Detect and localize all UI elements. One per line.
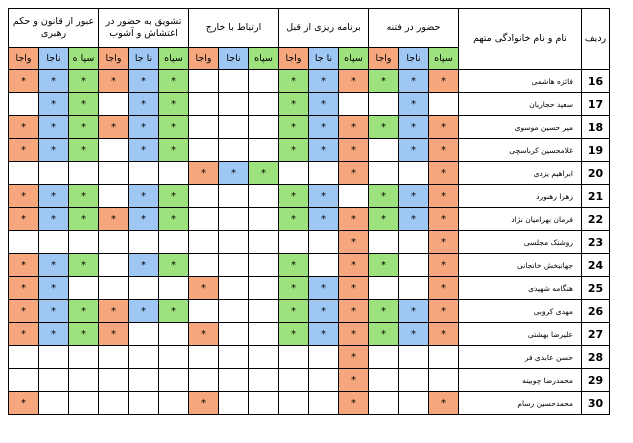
empty-cell xyxy=(129,162,159,185)
empty-cell xyxy=(429,369,459,392)
marked-cell: * xyxy=(399,300,429,323)
marked-cell: * xyxy=(129,116,159,139)
suspects-table-sheet xyxy=(8,8,610,415)
empty-cell xyxy=(249,70,279,93)
row-number: 23 xyxy=(582,231,610,254)
sub-sepah-2: سپاه xyxy=(339,48,369,70)
suspect-name: محمدرضا چوبینه xyxy=(459,369,582,392)
empty-cell xyxy=(39,392,69,415)
marked-cell: * xyxy=(429,70,459,93)
empty-cell xyxy=(69,392,99,415)
suspect-name: هنگامه شهیدی xyxy=(459,277,582,300)
header-group-presence: حضور در فتنه xyxy=(369,9,459,48)
marked-cell: * xyxy=(279,93,309,116)
row-number: 25 xyxy=(582,277,610,300)
marked-cell: * xyxy=(279,208,309,231)
marked-cell: * xyxy=(309,93,339,116)
sub-vaja-2: واجا xyxy=(279,48,309,70)
marked-cell: * xyxy=(429,185,459,208)
suspect-name: فائزه هاشمی xyxy=(459,70,582,93)
marked-cell: * xyxy=(309,70,339,93)
suspect-name: زهرا رهنورد xyxy=(459,185,582,208)
marked-cell: * xyxy=(339,300,369,323)
marked-cell: * xyxy=(429,162,459,185)
marked-cell: * xyxy=(69,116,99,139)
marked-cell: * xyxy=(159,300,189,323)
empty-cell xyxy=(159,277,189,300)
marked-cell: * xyxy=(9,185,39,208)
empty-cell xyxy=(9,93,39,116)
marked-cell: * xyxy=(279,277,309,300)
marked-cell: * xyxy=(129,185,159,208)
empty-cell xyxy=(309,254,339,277)
empty-cell xyxy=(69,162,99,185)
marked-cell: * xyxy=(189,392,219,415)
empty-cell xyxy=(279,346,309,369)
empty-cell xyxy=(249,277,279,300)
marked-cell: * xyxy=(429,300,459,323)
empty-cell xyxy=(249,93,279,116)
marked-cell: * xyxy=(309,277,339,300)
marked-cell: * xyxy=(309,323,339,346)
empty-cell xyxy=(309,392,339,415)
marked-cell: * xyxy=(369,185,399,208)
sub-naja-5: ناجا xyxy=(39,48,69,70)
table-row xyxy=(9,346,610,369)
marked-cell: * xyxy=(399,185,429,208)
marked-cell: * xyxy=(159,93,189,116)
sub-sepah-3: سپاه xyxy=(249,48,279,70)
header-name: نام و نام خانوادگی متهم xyxy=(459,9,582,70)
marked-cell: * xyxy=(39,323,69,346)
marked-cell: * xyxy=(429,208,459,231)
empty-cell xyxy=(279,231,309,254)
empty-cell xyxy=(399,277,429,300)
marked-cell: * xyxy=(9,323,39,346)
marked-cell: * xyxy=(279,300,309,323)
empty-cell xyxy=(369,346,399,369)
empty-cell xyxy=(189,231,219,254)
empty-cell xyxy=(99,162,129,185)
empty-cell xyxy=(189,70,219,93)
marked-cell: * xyxy=(129,70,159,93)
header-radif: ردیف xyxy=(582,9,610,70)
empty-cell xyxy=(129,392,159,415)
table-row xyxy=(9,70,610,93)
empty-cell xyxy=(129,346,159,369)
marked-cell: * xyxy=(279,70,309,93)
table-row xyxy=(9,162,610,185)
marked-cell: * xyxy=(399,323,429,346)
marked-cell: * xyxy=(159,116,189,139)
marked-cell: * xyxy=(9,208,39,231)
empty-cell xyxy=(219,185,249,208)
empty-cell xyxy=(339,93,369,116)
table-row xyxy=(9,208,610,231)
empty-cell xyxy=(309,369,339,392)
marked-cell: * xyxy=(309,208,339,231)
marked-cell: * xyxy=(99,116,129,139)
row-number: 29 xyxy=(582,369,610,392)
suspect-name: جهانبخش خانجانی xyxy=(459,254,582,277)
empty-cell xyxy=(249,300,279,323)
empty-cell xyxy=(399,254,429,277)
marked-cell: * xyxy=(99,208,129,231)
empty-cell xyxy=(9,369,39,392)
empty-cell xyxy=(99,254,129,277)
empty-cell xyxy=(249,185,279,208)
empty-cell xyxy=(99,185,129,208)
table-row xyxy=(9,323,610,346)
sub-naja-4: نا جا xyxy=(129,48,159,70)
empty-cell xyxy=(189,185,219,208)
marked-cell: * xyxy=(429,231,459,254)
empty-cell xyxy=(219,392,249,415)
marked-cell: * xyxy=(339,116,369,139)
table-row xyxy=(9,116,610,139)
table-row xyxy=(9,392,610,415)
marked-cell: * xyxy=(69,300,99,323)
table-row xyxy=(9,231,610,254)
marked-cell: * xyxy=(339,139,369,162)
empty-cell xyxy=(39,231,69,254)
empty-cell xyxy=(399,346,429,369)
empty-cell xyxy=(249,323,279,346)
empty-cell xyxy=(339,185,369,208)
marked-cell: * xyxy=(429,116,459,139)
empty-cell xyxy=(369,392,399,415)
marked-cell: * xyxy=(9,392,39,415)
marked-cell: * xyxy=(339,323,369,346)
marked-cell: * xyxy=(9,70,39,93)
marked-cell: * xyxy=(369,323,399,346)
marked-cell: * xyxy=(39,116,69,139)
empty-cell xyxy=(69,231,99,254)
suspect-name: محمدحسین رسام xyxy=(459,392,582,415)
marked-cell: * xyxy=(39,185,69,208)
empty-cell xyxy=(249,139,279,162)
marked-cell: * xyxy=(159,254,189,277)
marked-cell: * xyxy=(159,208,189,231)
header-group-law-violation: عبور از قانون و حکم رهبری xyxy=(9,9,99,48)
empty-cell xyxy=(219,208,249,231)
empty-cell xyxy=(219,231,249,254)
empty-cell xyxy=(159,323,189,346)
header-group-incitement: تشویق به حضور در اغتشاش و آشوب xyxy=(99,9,189,48)
row-number: 30 xyxy=(582,392,610,415)
empty-cell xyxy=(279,369,309,392)
empty-cell xyxy=(219,116,249,139)
empty-cell xyxy=(219,139,249,162)
marked-cell: * xyxy=(69,70,99,93)
empty-cell xyxy=(219,300,249,323)
row-number: 18 xyxy=(582,116,610,139)
marked-cell: * xyxy=(339,277,369,300)
marked-cell: * xyxy=(159,70,189,93)
empty-cell xyxy=(219,323,249,346)
empty-cell xyxy=(279,162,309,185)
marked-cell: * xyxy=(69,254,99,277)
marked-cell: * xyxy=(309,116,339,139)
empty-cell xyxy=(369,277,399,300)
row-number: 22 xyxy=(582,208,610,231)
empty-cell xyxy=(369,139,399,162)
table-row xyxy=(9,254,610,277)
marked-cell: * xyxy=(9,139,39,162)
marked-cell: * xyxy=(189,277,219,300)
marked-cell: * xyxy=(39,70,69,93)
marked-cell: * xyxy=(39,300,69,323)
empty-cell xyxy=(369,231,399,254)
marked-cell: * xyxy=(99,70,129,93)
marked-cell: * xyxy=(429,392,459,415)
marked-cell: * xyxy=(339,208,369,231)
marked-cell: * xyxy=(399,70,429,93)
empty-cell xyxy=(399,231,429,254)
marked-cell: * xyxy=(9,116,39,139)
marked-cell: * xyxy=(39,254,69,277)
sub-sepah-1: سپاه xyxy=(429,48,459,70)
marked-cell: * xyxy=(369,300,399,323)
empty-cell xyxy=(249,116,279,139)
marked-cell: * xyxy=(39,208,69,231)
marked-cell: * xyxy=(369,208,399,231)
marked-cell: * xyxy=(309,139,339,162)
row-number: 17 xyxy=(582,93,610,116)
marked-cell: * xyxy=(399,116,429,139)
empty-cell xyxy=(99,93,129,116)
suspect-name: میر حسین موسوی xyxy=(459,116,582,139)
table-row xyxy=(9,93,610,116)
suspects-table xyxy=(8,8,610,415)
marked-cell: * xyxy=(399,139,429,162)
marked-cell: * xyxy=(339,231,369,254)
empty-cell xyxy=(249,346,279,369)
marked-cell: * xyxy=(339,369,369,392)
marked-cell: * xyxy=(249,162,279,185)
empty-cell xyxy=(399,162,429,185)
empty-cell xyxy=(129,277,159,300)
empty-cell xyxy=(189,346,219,369)
marked-cell: * xyxy=(159,185,189,208)
marked-cell: * xyxy=(369,116,399,139)
empty-cell xyxy=(369,369,399,392)
marked-cell: * xyxy=(129,93,159,116)
sub-naja-1: ناجا xyxy=(399,48,429,70)
empty-cell xyxy=(159,346,189,369)
marked-cell: * xyxy=(9,300,39,323)
marked-cell: * xyxy=(339,70,369,93)
marked-cell: * xyxy=(129,254,159,277)
sub-naja-3: ناجا xyxy=(219,48,249,70)
sub-vaja-5: واجا xyxy=(9,48,39,70)
empty-cell xyxy=(219,254,249,277)
marked-cell: * xyxy=(129,300,159,323)
marked-cell: * xyxy=(279,254,309,277)
empty-cell xyxy=(39,162,69,185)
row-number: 26 xyxy=(582,300,610,323)
row-number: 28 xyxy=(582,346,610,369)
marked-cell: * xyxy=(69,323,99,346)
empty-cell xyxy=(159,392,189,415)
empty-cell xyxy=(189,116,219,139)
table-row xyxy=(9,185,610,208)
empty-cell xyxy=(69,277,99,300)
suspect-name: علیرضا بهشتی xyxy=(459,323,582,346)
sub-sepah-4: سپاه xyxy=(159,48,189,70)
empty-cell xyxy=(369,162,399,185)
row-number: 27 xyxy=(582,323,610,346)
marked-cell: * xyxy=(429,254,459,277)
marked-cell: * xyxy=(339,392,369,415)
row-number: 19 xyxy=(582,139,610,162)
empty-cell xyxy=(189,208,219,231)
empty-cell xyxy=(129,231,159,254)
marked-cell: * xyxy=(279,185,309,208)
empty-cell xyxy=(249,254,279,277)
marked-cell: * xyxy=(69,139,99,162)
table-body xyxy=(9,70,610,415)
marked-cell: * xyxy=(189,162,219,185)
marked-cell: * xyxy=(69,208,99,231)
marked-cell: * xyxy=(339,346,369,369)
marked-cell: * xyxy=(99,323,129,346)
empty-cell xyxy=(39,369,69,392)
empty-cell xyxy=(399,392,429,415)
marked-cell: * xyxy=(129,139,159,162)
empty-cell xyxy=(129,323,159,346)
row-number: 24 xyxy=(582,254,610,277)
empty-cell xyxy=(39,346,69,369)
sub-naja-2: نا جا xyxy=(309,48,339,70)
empty-cell xyxy=(399,369,429,392)
marked-cell: * xyxy=(279,323,309,346)
empty-cell xyxy=(9,231,39,254)
header-group-planning: برنامه ریزی از قبل xyxy=(279,9,369,48)
table-row xyxy=(9,369,610,392)
empty-cell xyxy=(9,162,39,185)
empty-cell xyxy=(159,231,189,254)
empty-cell xyxy=(249,392,279,415)
empty-cell xyxy=(219,70,249,93)
empty-cell xyxy=(249,369,279,392)
marked-cell: * xyxy=(309,300,339,323)
suspect-name: ابراهیم یزدی xyxy=(459,162,582,185)
marked-cell: * xyxy=(189,323,219,346)
empty-cell xyxy=(429,93,459,116)
table-row xyxy=(9,277,610,300)
marked-cell: * xyxy=(369,254,399,277)
empty-cell xyxy=(309,162,339,185)
empty-cell xyxy=(189,254,219,277)
empty-cell xyxy=(69,346,99,369)
empty-cell xyxy=(279,392,309,415)
empty-cell xyxy=(159,162,189,185)
marked-cell: * xyxy=(69,185,99,208)
marked-cell: * xyxy=(399,208,429,231)
empty-cell xyxy=(189,93,219,116)
suspect-name: روشنک مجلسی xyxy=(459,231,582,254)
row-number: 16 xyxy=(582,70,610,93)
empty-cell xyxy=(249,208,279,231)
empty-cell xyxy=(219,93,249,116)
empty-cell xyxy=(369,93,399,116)
empty-cell xyxy=(249,231,279,254)
marked-cell: * xyxy=(9,254,39,277)
empty-cell xyxy=(219,346,249,369)
sub-vaja-3: واجا xyxy=(189,48,219,70)
row-number: 21 xyxy=(582,185,610,208)
empty-cell xyxy=(429,346,459,369)
empty-cell xyxy=(219,277,249,300)
table-row xyxy=(9,139,610,162)
marked-cell: * xyxy=(9,277,39,300)
marked-cell: * xyxy=(429,277,459,300)
empty-cell xyxy=(99,392,129,415)
empty-cell xyxy=(309,231,339,254)
suspect-name: حسن عابدی فر xyxy=(459,346,582,369)
empty-cell xyxy=(99,369,129,392)
empty-cell xyxy=(99,346,129,369)
marked-cell: * xyxy=(279,116,309,139)
marked-cell: * xyxy=(39,139,69,162)
marked-cell: * xyxy=(309,185,339,208)
suspect-name: فرمان بهرامیان نژاد xyxy=(459,208,582,231)
marked-cell: * xyxy=(69,93,99,116)
table-row xyxy=(9,300,610,323)
marked-cell: * xyxy=(219,162,249,185)
sub-vaja-4: واجا xyxy=(99,48,129,70)
empty-cell xyxy=(9,346,39,369)
marked-cell: * xyxy=(129,208,159,231)
marked-cell: * xyxy=(159,139,189,162)
marked-cell: * xyxy=(39,93,69,116)
suspect-name: غلامحسین کرباسچی xyxy=(459,139,582,162)
marked-cell: * xyxy=(99,300,129,323)
empty-cell xyxy=(159,369,189,392)
empty-cell xyxy=(99,231,129,254)
header-group-foreign-contact: ارتباط با خارج xyxy=(189,9,279,48)
suspect-name: سعید حجاریان xyxy=(459,93,582,116)
sub-sepah-5: سپا ه xyxy=(69,48,99,70)
empty-cell xyxy=(189,369,219,392)
empty-cell xyxy=(309,346,339,369)
marked-cell: * xyxy=(399,93,429,116)
sub-vaja-1: واجا xyxy=(369,48,399,70)
suspect-name: مهدی کروبی xyxy=(459,300,582,323)
empty-cell xyxy=(129,369,159,392)
marked-cell: * xyxy=(339,254,369,277)
marked-cell: * xyxy=(429,323,459,346)
row-number: 20 xyxy=(582,162,610,185)
empty-cell xyxy=(189,300,219,323)
empty-cell xyxy=(69,369,99,392)
marked-cell: * xyxy=(279,139,309,162)
empty-cell xyxy=(189,139,219,162)
marked-cell: * xyxy=(339,162,369,185)
marked-cell: * xyxy=(369,70,399,93)
empty-cell xyxy=(99,277,129,300)
empty-cell xyxy=(99,139,129,162)
marked-cell: * xyxy=(39,277,69,300)
marked-cell: * xyxy=(429,139,459,162)
empty-cell xyxy=(219,369,249,392)
